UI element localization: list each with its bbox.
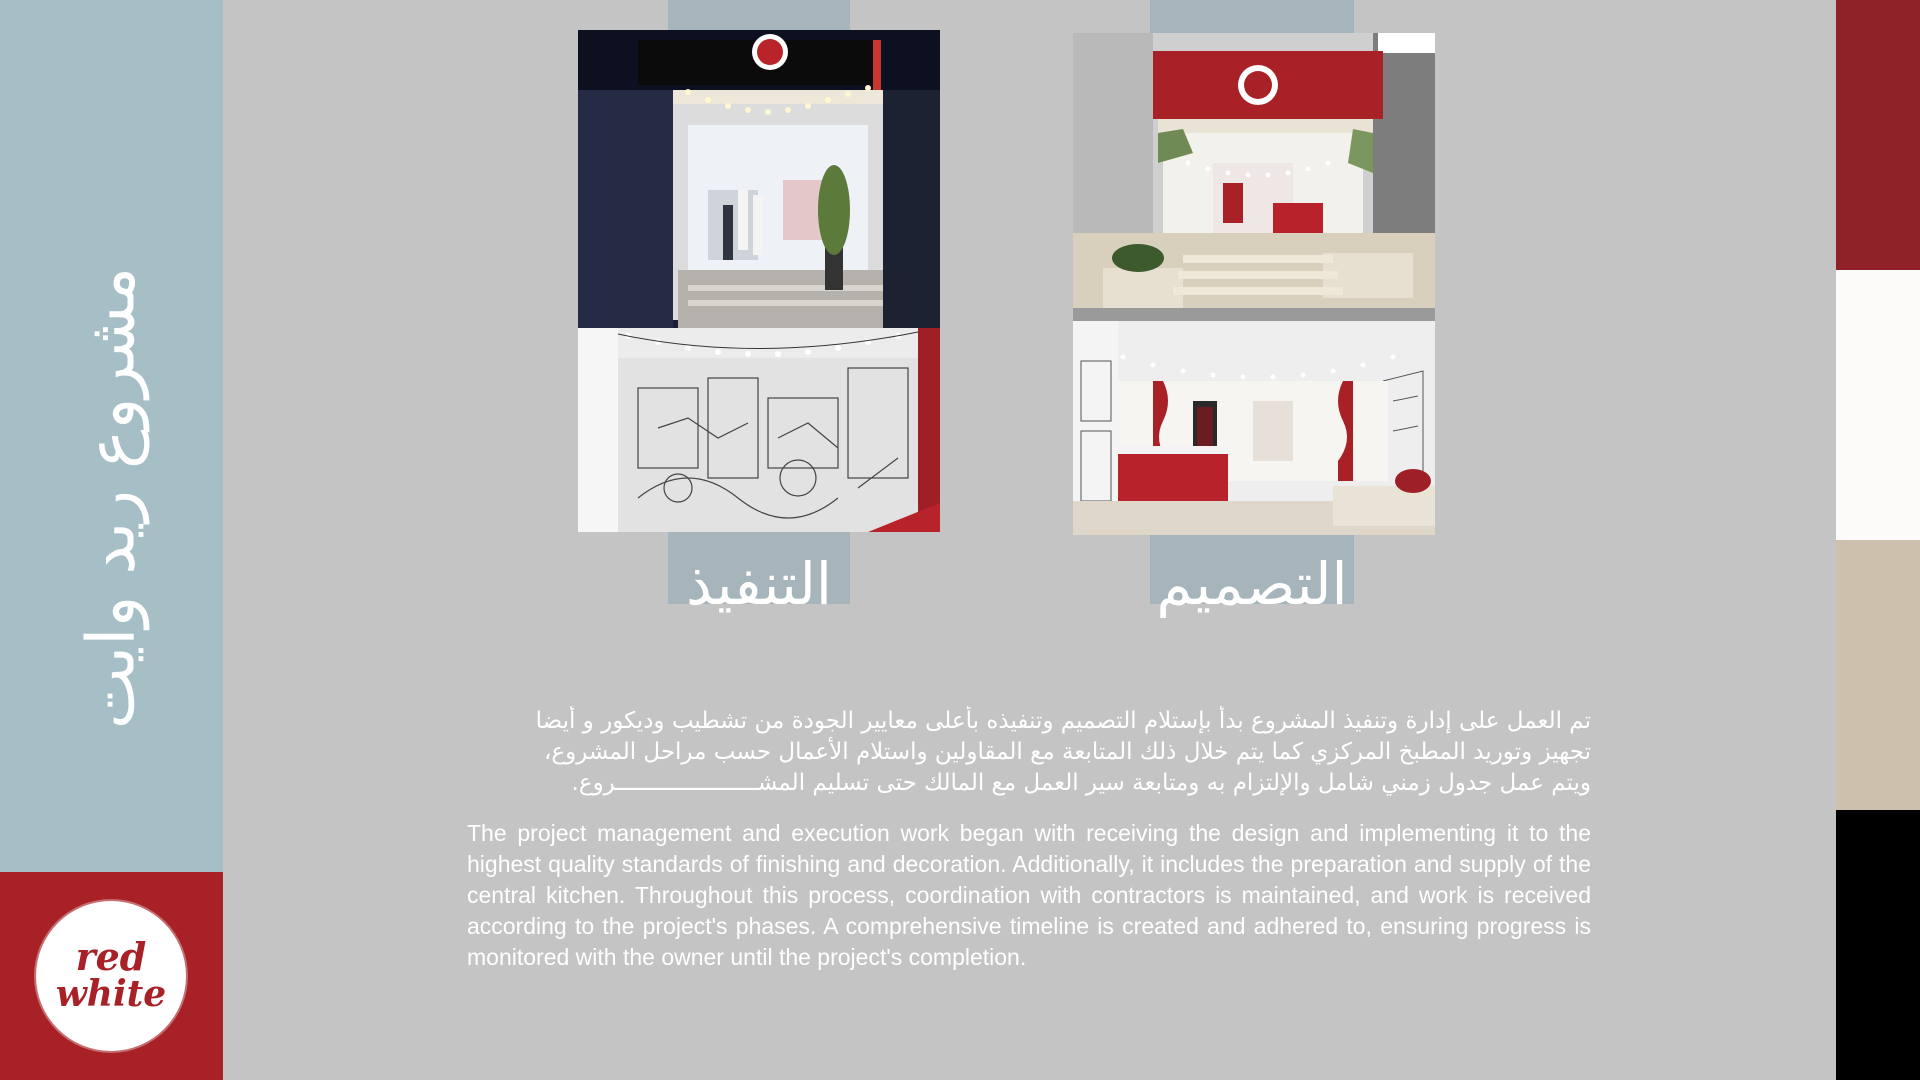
sidebar-panel bbox=[0, 0, 223, 872]
brand-logo bbox=[39, 904, 183, 1048]
color-swatch-black bbox=[1836, 810, 1920, 1080]
execution-label: التنفيذ bbox=[685, 550, 833, 618]
arabic-line: ويتم عمل جدول زمني شامل والإلتزام به ومتابعة سير العمل مع المالك حتى تسليم المشـــــــــــــــــــــروع. bbox=[571, 770, 1591, 796]
design-renders bbox=[1073, 33, 1435, 535]
logo-word-red: red bbox=[75, 934, 147, 979]
color-swatch-white bbox=[1836, 270, 1920, 540]
english-description: The project management and execution work began with receiving the design and implementing it to the highest quality standards of finishing and decoration. Additionally, it includes the preparation and supply of the central kitchen. Throughout this process, coordination with contractors is maintained, and work is received according to the project's phases. A comprehensive timeline is created and adhered to, ensuring progress is monitored with the owner until the project's completion. bbox=[467, 820, 1591, 970]
design-interior-render bbox=[1073, 321, 1435, 535]
execution-photos bbox=[578, 30, 940, 532]
arabic-line: تجهيز وتوريد المطبخ المركزي كما يتم خلال ذلك المتابعة مع المقاولين واستلام الأعمال حسب مراحل المشروع، bbox=[543, 739, 1591, 765]
color-swatch-red bbox=[1836, 0, 1920, 270]
color-swatch-beige bbox=[1836, 540, 1920, 810]
arabic-line: تم العمل على إدارة وتنفيذ المشروع بدأ بإستلام التصميم وتنفيذه بأعلى معايير الجودة من تشطيب وديكور و أيضا bbox=[535, 708, 1591, 734]
execution-interior-photo bbox=[578, 328, 940, 532]
arabic-description bbox=[467, 706, 1591, 799]
project-title: مشروع ريد وايت bbox=[72, 266, 150, 730]
design-label: التصميم bbox=[1156, 550, 1348, 618]
logo-word-white: white bbox=[55, 973, 167, 1015]
execution-storefront-photo bbox=[578, 30, 940, 328]
design-storefront-render bbox=[1073, 33, 1435, 321]
